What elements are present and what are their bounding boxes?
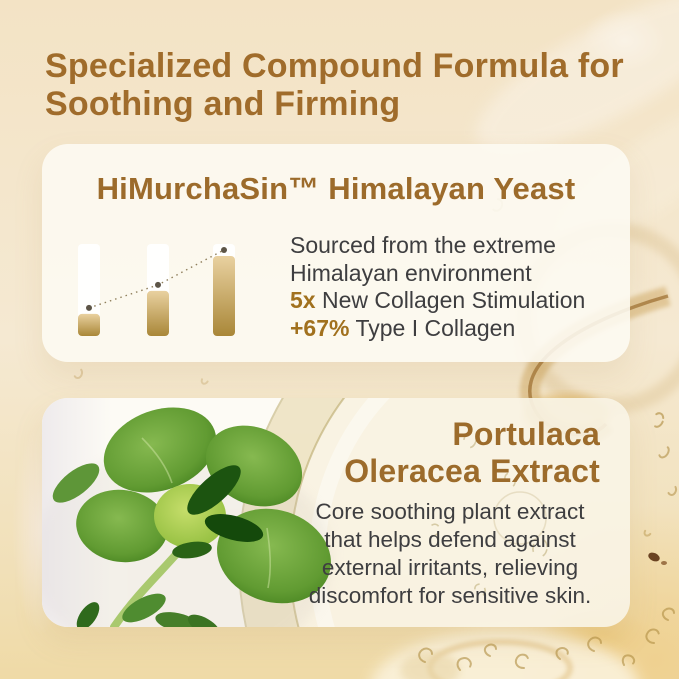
yeast-card bbox=[42, 144, 630, 362]
portulaca-text-column bbox=[270, 416, 630, 610]
portulaca-description-line4: discomfort for sensitive skin. bbox=[308, 583, 592, 608]
portulaca-title-line2: Oleracea Extract bbox=[344, 453, 600, 489]
portulaca-description-line2: that helps defend against bbox=[324, 527, 576, 552]
portulaca-description-line1: Core soothing plant extract bbox=[315, 499, 585, 524]
page-title-line1: Specialized Compound Formula for bbox=[45, 46, 624, 85]
page-title bbox=[45, 47, 624, 123]
yeast-description-line1: Sourced from the extreme bbox=[290, 232, 556, 258]
portulaca-description bbox=[270, 498, 630, 610]
yeast-description bbox=[290, 232, 585, 342]
portulaca-card-title bbox=[270, 416, 630, 490]
portulaca-title-line1: Portulaca bbox=[452, 416, 600, 452]
bar-chart-growth-icon bbox=[70, 240, 256, 340]
collagen-stimulation-value: 5x bbox=[290, 287, 316, 313]
page-title-line2: Soothing and Firming bbox=[45, 84, 401, 123]
yeast-card-title: HiMurchaSin™ Himalayan Yeast bbox=[96, 171, 576, 206]
portulaca-description-line3: external irritants, relieving bbox=[321, 555, 579, 580]
yeast-description-line4: +67% Type I Collagen bbox=[290, 314, 516, 341]
yeast-description-line2: Himalayan environment bbox=[290, 259, 532, 286]
yeast-description-line3: 5x New Collagen Stimulation bbox=[290, 287, 586, 313]
type1-collagen-value: +67% bbox=[290, 314, 350, 341]
portulaca-card bbox=[42, 398, 630, 627]
